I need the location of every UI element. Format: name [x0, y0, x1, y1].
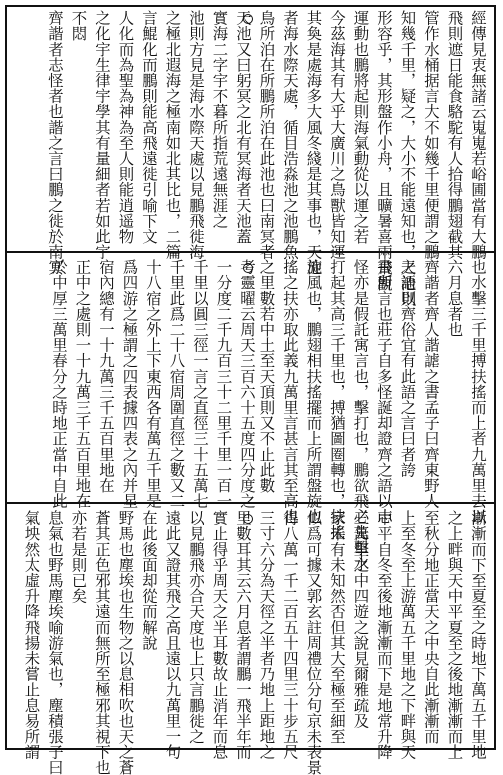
- text-column: 漸漸而下至夏至之時地下萬五千里地: [469, 510, 487, 760]
- text-column: 似爲可據又郭玄註周禮位分句京未表景: [304, 510, 323, 775]
- text-column: 三寸六分為天徑之半者乃地上距地之: [257, 510, 276, 760]
- text-column: 者海水際天處，循目浩淼池之池鵬魚: [281, 10, 299, 260]
- text-column: 書所言也莊子自多怪誕却證齊之語以志: [375, 259, 393, 525]
- text-column: 之里數若中土至天頂則又不止此數: [257, 259, 276, 493]
- text-column: 其奐是處海多大風冬綫是其事也，天池: [304, 10, 323, 276]
- text-column: 實海二字宇不暮所指荒遠無涯之: [210, 10, 229, 229]
- text-column: 爲四游之極謂之四表據四表之內并星: [120, 259, 139, 509]
- text-column: 也水擊三千里搏扶搖而上者九萬里去以: [469, 259, 487, 525]
- text-column: 不悶: [69, 10, 88, 42]
- text-column: 之化宇生律宇學其有量細者若如此宇: [93, 10, 111, 260]
- text-column: 千里以圓三徑一言之直徑三十五萬七: [191, 259, 209, 509]
- text-column: 打起其高三千里也，搏猶圖圈轉也，扶搖: [328, 259, 346, 540]
- text-column: 飛則遮日能食駱駝有人拾得鵬翅截其: [445, 10, 464, 260]
- text-column: 中平自冬至後地漸漸而下是地常升降: [375, 510, 393, 760]
- text-column: 以見鵬飛亦合天度也上只言鵬徙之: [187, 510, 205, 744]
- text-column: 齊諧者志怪者也諧之言曰鵬之徙於南冥: [46, 10, 64, 276]
- text-column: 亦若是則已矣: [69, 510, 88, 604]
- text-column: 於中厚三萬里春分之時地正當中自此: [50, 259, 68, 509]
- text-column: 蒼其正色邪其遠而無所至極邪其視下也: [93, 510, 111, 775]
- text-column: 上至冬至上游萬五千里地之下畔與天: [398, 510, 417, 760]
- text-column: 人化而為聖為神為至人則能逍遥物: [116, 10, 135, 244]
- text-column: 經傳見衷無諸云嵬嵬若峪圃當有大鵬: [469, 10, 487, 260]
- text-column: 言鯤化而鵬則能高飛遠徙引喻下文: [140, 10, 158, 244]
- text-column: 怪亦是假託寓言也，擊打也，鵬欲飛必先擊水: [351, 259, 370, 571]
- text-column: 至秋分地正當天之中央自此漸漸而: [422, 510, 440, 744]
- text-column: 千里此爲二十八宿周圍直徑之數又二: [167, 259, 186, 509]
- text-column: 今茲海其有大乎大廣川之鳥獸皆知運: [328, 10, 346, 260]
- text-column: 野馬也塵埃也生物之以息相吹也天之蒼: [116, 510, 135, 775]
- text-column: 知幾千里，疑之，大小不能遠知也，天池以: [398, 10, 417, 307]
- text-column: 在此後面却從而解說: [140, 510, 158, 651]
- text-column: 里數耳其云六月息者謂鵬一飛半年而: [234, 510, 252, 760]
- text-column: 家未有未知然否但其大至極至細至: [328, 510, 346, 744]
- text-column: 齊諧者齊人諧謔之書孟子曰齊東野人: [422, 259, 440, 509]
- text-column: 管作水桶据言大不如幾千里便謂之鵬: [422, 10, 440, 260]
- text-column: 之語則齊俗宜有此語之言曰者誇: [398, 259, 417, 478]
- text-column: 遠此又證其飛之高且遠以九萬里一句: [163, 510, 182, 760]
- text-band-bottom: [14, 510, 489, 775]
- text-column: 旋風也，鵬翅相扶搖擺而上所謂盤旋也: [304, 259, 323, 525]
- text-column: 正中之處則一十九萬三千五百里地在: [73, 259, 92, 509]
- text-column: 實止得乎周天之半耳數故止消年而息: [210, 510, 229, 760]
- text-column: 鳥所泊在所鵬所泊在此池也曰南冥者: [257, 10, 276, 260]
- text-column: 十八宿之外上下東西各有萬五千里是: [144, 259, 162, 509]
- text-column: 宿內總有一十九萬三千五百里地在: [97, 259, 115, 493]
- text-column: 得八萬一千二百五十四里三十步五尺: [281, 510, 299, 760]
- text-column: 考靈曜云周天三百六十五度四分度之: [238, 259, 256, 509]
- text-column: 氣坱然太虛升降飛揚未嘗止息易所謂: [22, 510, 41, 760]
- text-column: 搖之扶亦取此義九萬里言甚言其至高也: [281, 259, 299, 525]
- text-column: 之極北遐海之極南如北其比也，二篇: [163, 10, 182, 260]
- text-column: 三萬里之中四遊之說見爾雅疏及: [351, 510, 370, 729]
- text-column: 形容乎，其形盤作小舟，且曠暑喜兩飛觀: [375, 10, 393, 291]
- text-column: 一分度二千九百三十二里千里一百一: [214, 259, 233, 509]
- text-column: 六月息者也: [445, 259, 464, 337]
- text-column: 池則方見是海水際天處以見鵬飛徙海: [187, 10, 205, 260]
- text-column: 運動也鵬將起則海氣動從以運之若: [351, 10, 370, 244]
- text-column: 之上畔與天中平夏至之後地漸漸而上: [445, 510, 464, 760]
- text-column: 天池又曰躬冥之北有冥海者天池蓋: [234, 10, 252, 244]
- text-column: 息氣也野馬塵埃喻游氣也，塵積張子曰: [46, 510, 64, 775]
